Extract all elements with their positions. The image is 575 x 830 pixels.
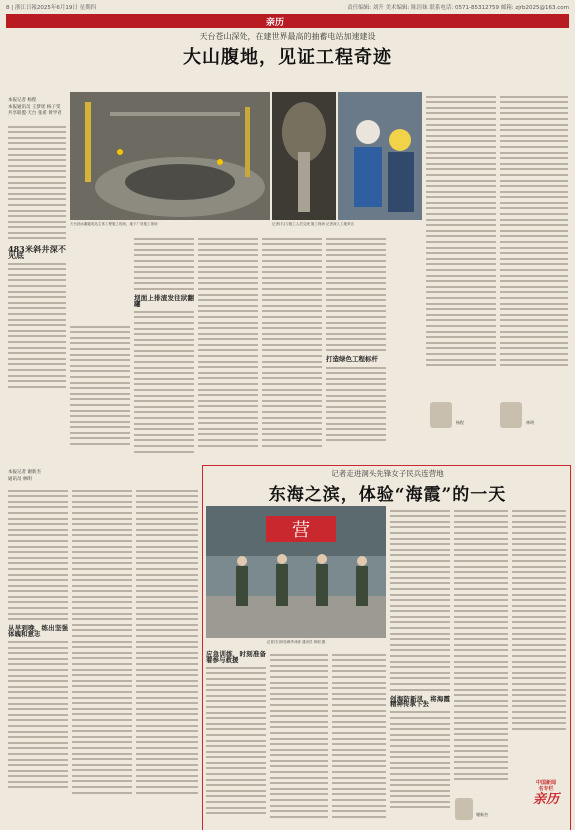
byline-line: 通讯员 林明 [8, 476, 32, 482]
article1-column-6 [326, 234, 386, 462]
article1-subhead-2: 坝面上排渣发往狀翻罐 [134, 293, 194, 308]
article1-byline [8, 98, 68, 118]
article2-column-5 [270, 650, 328, 826]
article1-headline: 大山腹地，见证工程奇迹 [183, 47, 392, 68]
banner-text: 营 [292, 520, 310, 541]
page-date: 2025年6月19日 星期四 [36, 4, 97, 11]
page-header [0, 0, 575, 13]
article1-column-1 [8, 122, 66, 462]
article1-column-2 [70, 322, 130, 462]
article2-column-7 [390, 506, 450, 826]
reporter-name: 谢新杰 [476, 812, 488, 817]
column-logo-line1: 中国新闻 [535, 780, 556, 786]
training-photo [206, 506, 386, 638]
article1-subhead-1: 483米斜井深不见底 [8, 244, 66, 261]
section-title: 亲历 [266, 18, 285, 28]
reporter-name: 林明 [526, 420, 534, 425]
training-photo-caption: 记者(右)体验刺杀训练 通讯员 林明 摄 [266, 640, 326, 644]
article2-column-9 [512, 506, 566, 776]
article2-subhead-3: 创海防新风，将海霞精神传承下去 [390, 694, 450, 709]
article2-byline [8, 470, 68, 483]
article2-subhead-2: 应急训练，时刻准备着参与救援 [206, 650, 266, 664]
column-logo-line2: 名专栏 [538, 786, 554, 792]
article2-subhead-1: 从早到晚，练出坚强体魄和意志 [8, 624, 68, 638]
article1-column-8 [500, 92, 568, 392]
workers-photo [338, 92, 422, 220]
article2-column-4 [206, 650, 266, 826]
article2-column-3 [136, 486, 198, 826]
byline-line: 本报记者 杨程 [8, 98, 37, 103]
workers-photo-caption: 记者(右)与施工人员交流 施工现场 记者深入工地采访 [272, 222, 354, 226]
article1-column-5 [262, 234, 322, 462]
reporter-photo [500, 402, 522, 428]
article1-column-7 [426, 92, 496, 392]
column-logo [524, 780, 568, 824]
byline-line: 本报记者 谢新杰 [8, 470, 41, 475]
column-logo-big: 亲历 [532, 792, 559, 807]
construction-photo [70, 92, 270, 220]
article2-column-8 [454, 506, 508, 826]
article2-column-2 [72, 486, 132, 826]
section-bar [6, 14, 569, 28]
article2-headline: 东海之滨，体验“海霞”的一天 [268, 485, 507, 505]
byline-line: 共享联盟·天台 张希 黄学君 [8, 111, 62, 116]
byline-line: 本报通讯员 王梦瑶 杨子雯 [8, 104, 61, 110]
article2-column-6 [332, 650, 386, 826]
page-number: 8 | 浙江日報 [6, 4, 37, 11]
article2-column-1 [8, 486, 68, 826]
article1-column-4 [198, 234, 258, 462]
article2-kicker: 记者走进洞头先锋女子民兵连营地 [331, 469, 444, 478]
article1-kicker: 天台苍山深处，在建世界最高的抽蓄电站加速建设 [199, 32, 376, 41]
article1-column-3 [134, 234, 194, 462]
editor-info: 责任编辑: 刘升 美术编辑: 陈渲妹 联系电话: 0571-85312759 邮箱: zjrb2025@163.com [347, 4, 569, 11]
reporter-photo [430, 402, 452, 428]
reporter-name: 杨程 [456, 420, 464, 425]
tunnel-photo [272, 92, 336, 220]
article1-subhead-3: 打造绿色工程标杆 [326, 355, 378, 364]
reporter-photo [455, 798, 473, 820]
construction-photo-caption: 天台抽水蓄能电站主体工程施工现场，地下厂房施工现场 [70, 222, 158, 226]
